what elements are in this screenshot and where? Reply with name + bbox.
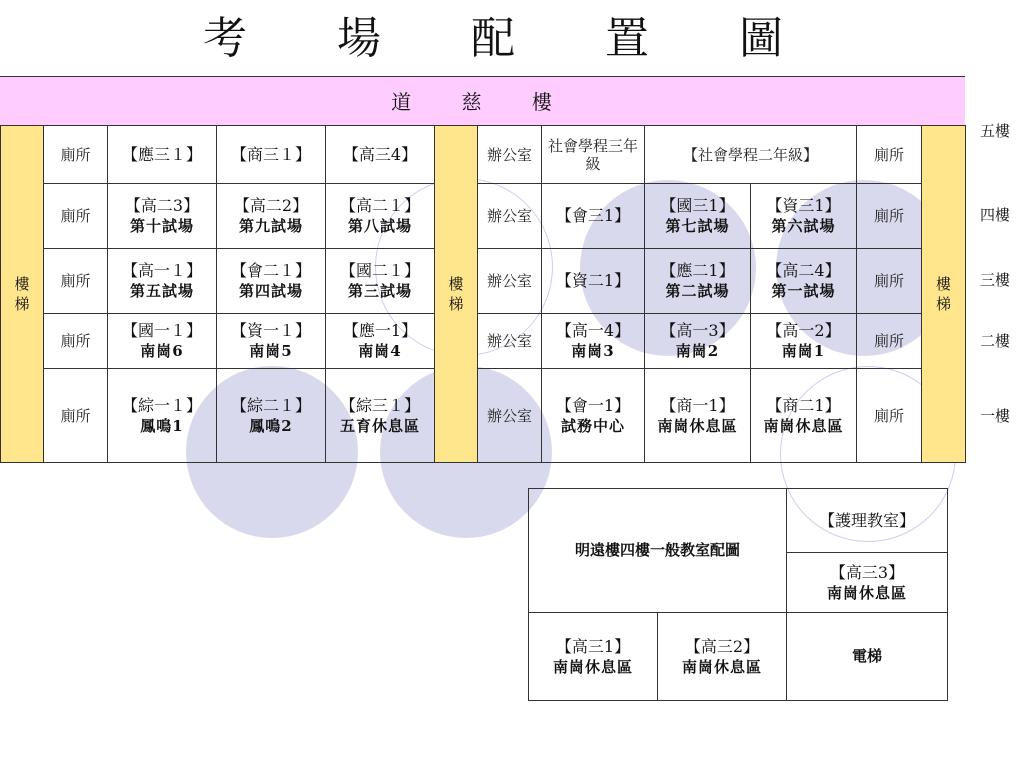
- class-code: 【高一3】: [660, 321, 735, 340]
- class-code: 【商一1】: [660, 395, 735, 415]
- class-code: 【高三4】: [342, 144, 418, 164]
- class-code: 【高三2】: [684, 636, 760, 656]
- class-code: 【高三1】: [555, 636, 631, 656]
- mingyuan-heading: 明遠樓四樓一般教室配圖: [529, 489, 787, 613]
- room-label: 第四試場: [238, 282, 303, 300]
- stairs-left: [1, 126, 44, 463]
- room-label: 第二試場: [665, 282, 730, 300]
- stairs-right: [922, 126, 966, 463]
- floor-label-4: 四樓: [979, 206, 1010, 224]
- classroom: [326, 369, 435, 463]
- class-code: 【會一1】: [555, 395, 631, 415]
- room-label: 試務中心: [560, 416, 625, 435]
- room-label: 第十試場: [129, 217, 194, 235]
- classroom: [751, 314, 857, 369]
- room-label: 南崗休息區: [763, 416, 844, 435]
- room-label: 五育休息區: [339, 416, 420, 435]
- room-label: 南崗3: [571, 342, 615, 360]
- room-label: 第三試場: [347, 282, 412, 300]
- room-label: 第一試場: [771, 282, 836, 300]
- office: 辦公室: [478, 126, 542, 184]
- class-code: 【應一1】: [342, 321, 418, 340]
- class-code: 【會二１】: [230, 261, 311, 280]
- classroom: [108, 184, 217, 249]
- classroom: [542, 369, 645, 463]
- office: 辦公室: [478, 249, 542, 314]
- room-label: 南崗休息區: [657, 416, 738, 435]
- classroom: [751, 369, 857, 463]
- office: 辦公室: [478, 369, 542, 463]
- class-code: 【應二1】: [660, 261, 735, 280]
- class-code: 【高二3】: [124, 196, 200, 215]
- restroom: 廁所: [857, 369, 922, 463]
- classroom: [326, 249, 435, 314]
- stairs-middle: [435, 126, 478, 463]
- class-code: 【資一１】: [230, 321, 311, 340]
- classroom: [751, 184, 857, 249]
- office: 辦公室: [478, 184, 542, 249]
- class-code: 【高一2】: [766, 321, 841, 340]
- floor-label-3: 三樓: [979, 271, 1010, 289]
- classroom: [645, 314, 751, 369]
- class-code: 【高二１】: [339, 196, 420, 215]
- classroom: [326, 184, 435, 249]
- classroom: [326, 314, 435, 369]
- class-code: 【高二4】: [766, 261, 841, 280]
- classroom: [326, 126, 435, 184]
- class-code: 【高一１】: [121, 261, 202, 280]
- building-banner: 道 慈 樓: [0, 76, 965, 126]
- elevator: 電梯: [787, 613, 948, 701]
- classroom: [217, 249, 326, 314]
- class-code: 【綜一１】: [121, 395, 202, 415]
- room-label: 南崗休息區: [826, 583, 907, 602]
- classroom: [542, 249, 645, 314]
- classroom: [108, 314, 217, 369]
- room-label: 南崗4: [358, 342, 402, 360]
- restroom: 廁所: [44, 314, 108, 369]
- room-label: 第七試場: [665, 217, 730, 235]
- floor-label-5: 五樓: [979, 122, 1010, 140]
- restroom: 廁所: [857, 314, 922, 369]
- restroom: 廁所: [857, 126, 922, 184]
- class-code: 【高一4】: [555, 321, 631, 340]
- floor-plan-table: [0, 125, 966, 463]
- room-label: 南崗5: [249, 342, 293, 360]
- mingyuan-table: [528, 488, 948, 701]
- classroom: 社會學程三年級: [542, 126, 645, 184]
- class-code: 【應三１】: [121, 144, 202, 164]
- classroom: [217, 369, 326, 463]
- room-label: 南崗休息區: [681, 657, 762, 676]
- classroom: [658, 613, 787, 701]
- restroom: 廁所: [44, 126, 108, 184]
- classroom: [787, 553, 948, 613]
- classroom: [217, 184, 326, 249]
- classroom: [108, 126, 217, 184]
- class-code: 【國一１】: [121, 321, 202, 340]
- page-title: 考 場 配 置 圖: [203, 13, 821, 64]
- room-label: 第六試場: [771, 217, 836, 235]
- classroom: [108, 249, 217, 314]
- room-label: 第八試場: [347, 217, 412, 235]
- room-label: 第九試場: [238, 217, 303, 235]
- classroom: [217, 314, 326, 369]
- stairs-label: 樓 梯: [14, 275, 30, 313]
- restroom: 廁所: [857, 249, 922, 314]
- restroom: 廁所: [857, 184, 922, 249]
- class-code: 【資三1】: [766, 196, 841, 215]
- room-label: 鳳鳴2: [249, 416, 293, 435]
- room-label: 南崗休息區: [552, 657, 633, 676]
- class-code: 【高三3】: [829, 562, 905, 582]
- room-label: 鳳鳴1: [140, 416, 184, 435]
- classroom: [645, 184, 751, 249]
- class-code: 【高二2】: [233, 196, 309, 215]
- stairs-label: 樓 梯: [448, 275, 464, 313]
- restroom: 廁所: [44, 369, 108, 463]
- floor-label-1: 一樓: [979, 407, 1010, 425]
- room-label: 南崗1: [781, 342, 826, 360]
- class-code: 【國二１】: [339, 261, 420, 280]
- room-label: 南崗6: [140, 342, 184, 360]
- classroom: 【社會學程二年級】: [645, 126, 857, 184]
- room-label: 南崗2: [675, 342, 720, 360]
- classroom: [542, 314, 645, 369]
- class-code: 【資二1】: [555, 271, 631, 290]
- classroom: [645, 249, 751, 314]
- classroom: [542, 184, 645, 249]
- classroom: [751, 249, 857, 314]
- stairs-label: 樓 梯: [935, 275, 951, 313]
- room-label: 第五試場: [129, 282, 194, 300]
- class-code: 【商二1】: [766, 395, 841, 415]
- restroom: 廁所: [44, 184, 108, 249]
- restroom: 廁所: [44, 249, 108, 314]
- classroom: [108, 369, 217, 463]
- floor-label-2: 二樓: [979, 332, 1010, 350]
- classroom: [645, 369, 751, 463]
- class-code: 【會三1】: [555, 206, 631, 225]
- class-code: 【國三1】: [660, 196, 735, 215]
- office: 辦公室: [478, 314, 542, 369]
- class-code: 【綜三１】: [339, 395, 420, 415]
- classroom: [529, 613, 658, 701]
- class-code: 【綜二１】: [230, 395, 311, 415]
- class-code: 【商三１】: [230, 144, 311, 164]
- nursing-classroom: 【護理教室】: [787, 489, 948, 553]
- classroom: [217, 126, 326, 184]
